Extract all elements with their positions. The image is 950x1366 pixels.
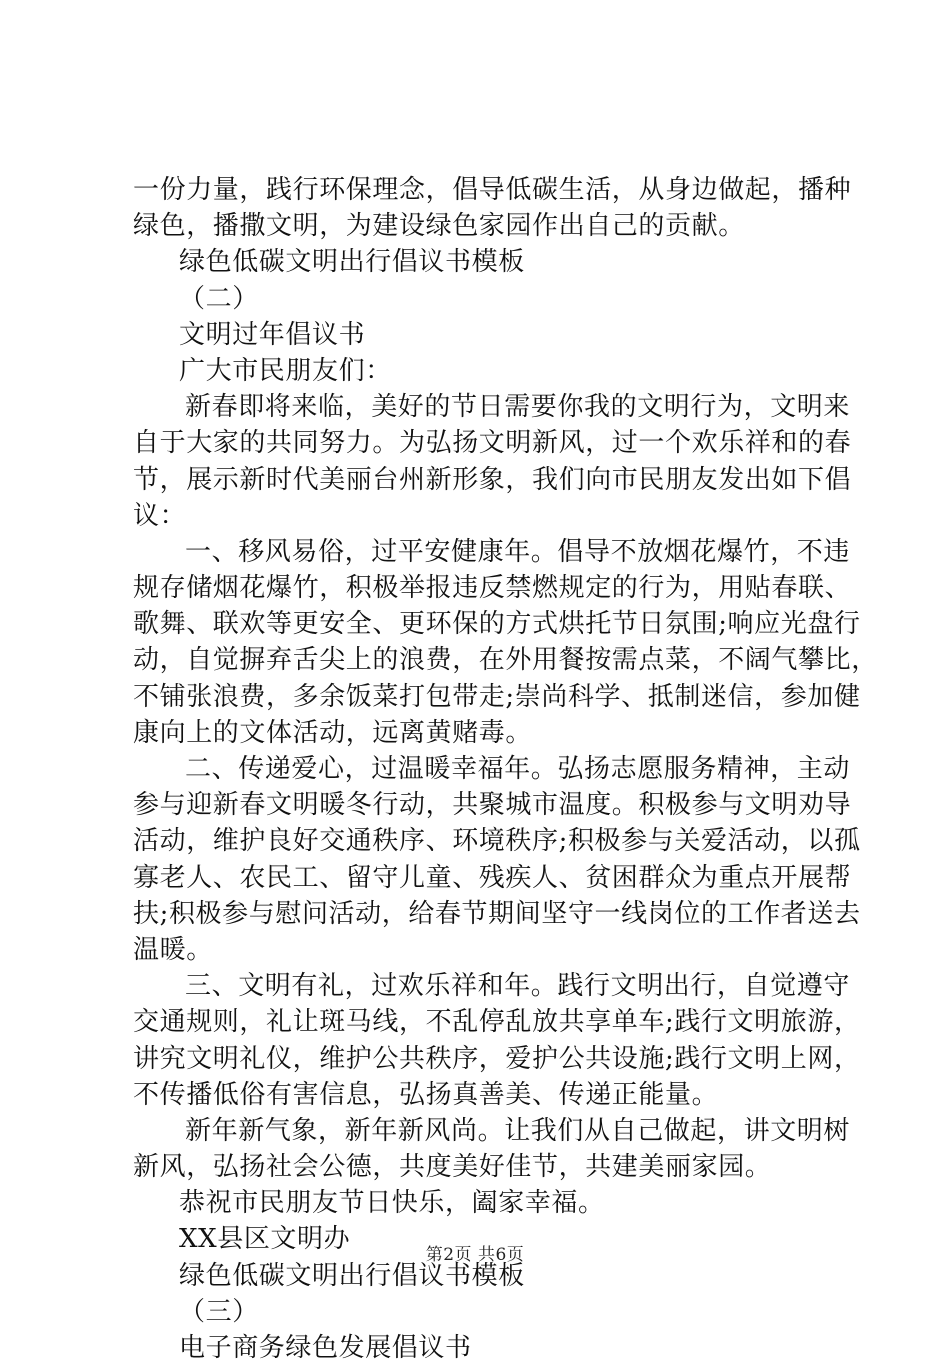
text-line: 歌舞、联欢等更安全、更环保的方式烘托节日氛围;响应光盘行 xyxy=(133,609,861,640)
proposal-title: 电子商务绿色发展倡议书 xyxy=(179,1333,472,1363)
template-title: 绿色低碳文明出行倡议书模板 xyxy=(179,247,525,278)
text-line: 一份力量，践行环保理念，倡导低碳生活，从身边做起，播种 xyxy=(133,175,852,205)
text-line: 自于大家的共同努力。为弘扬文明新风，过一个欢乐祥和的春 xyxy=(133,428,852,459)
paragraph-start: 二、传递爱心，过温暖幸福年。弘扬志愿服务精神，主动 xyxy=(185,754,851,784)
text-line: 议： xyxy=(133,500,187,531)
document-body xyxy=(133,172,878,1366)
text-line: 讲究文明礼仪，维护公共秩序，爱护公共设施;践行文明上网， xyxy=(133,1043,861,1074)
proposal-title: 文明过年倡议书 xyxy=(179,319,366,350)
template-title: 绿色低碳文明出行倡议书模板 xyxy=(179,1260,525,1291)
page-number-footer: 第2页 共6页 xyxy=(425,1245,525,1265)
text-line: 参与迎新春文明暖冬行动，共聚城市温度。积极参与文明劝导 xyxy=(133,790,852,821)
salutation: 广大市民朋友们： xyxy=(179,355,392,386)
signature-org: XX县区文明办 xyxy=(179,1224,351,1255)
paragraph-start: 一、移风易俗，过平安健康年。倡导不放烟花爆竹，不违 xyxy=(185,536,851,567)
text-line: 寡老人、农民工、留守儿童、残疾人、贫困群众为重点开展帮 xyxy=(133,862,852,893)
paragraph-start: 新年新气象，新年新风尚。让我们从自己做起，讲文明树 xyxy=(185,1115,851,1146)
text-line: 交通规则，礼让斑马线，不乱停乱放共享单车;践行文明旅游， xyxy=(133,1007,861,1038)
text-line: 动，自觉摒弃舌尖上的浪费，在外用餐按需点菜，不阔气攀比， xyxy=(133,645,878,676)
paragraph-start: 三、文明有礼，过欢乐祥和年。践行文明出行，自觉遵守 xyxy=(185,971,851,1002)
text-line: 不传播低俗有害信息，弘扬真善美、传递正能量。 xyxy=(133,1079,719,1110)
text-line: 康向上的文体活动，远离黄赌毒。 xyxy=(133,717,533,748)
text-line: 不铺张浪费，多余饭菜打包带走;崇尚科学、抵制迷信，参加健 xyxy=(133,681,861,712)
text-line: 节，展示新时代美丽台州新形象，我们向市民朋友发出如下倡 xyxy=(133,464,852,495)
text-line: 活动，维护良好交通秩序、环境秩序;积极参与关爱活动，以孤 xyxy=(133,826,861,857)
section-number: （三） xyxy=(179,1296,259,1327)
text-line: 新风，弘扬社会公德，共度美好佳节，共建美丽家园。 xyxy=(133,1152,772,1183)
text-line: 绿色，播撒文明，为建设绿色家园作出自己的贡献。 xyxy=(133,211,745,242)
paragraph-start: 新春即将来临，美好的节日需要你我的文明行为，文明来 xyxy=(185,392,851,423)
text-line: 扶;积极参与慰问活动，给春节期间坚守一线岗位的工作者送去 xyxy=(133,898,861,929)
section-number: （二） xyxy=(179,283,259,314)
text-line: 温暖。 xyxy=(133,934,213,965)
closing-greeting: 恭祝市民朋友节日快乐，阖家幸福。 xyxy=(179,1188,605,1219)
text-line: 规存储烟花爆竹，积极举报违反禁燃规定的行为，用贴春联、 xyxy=(133,573,852,604)
